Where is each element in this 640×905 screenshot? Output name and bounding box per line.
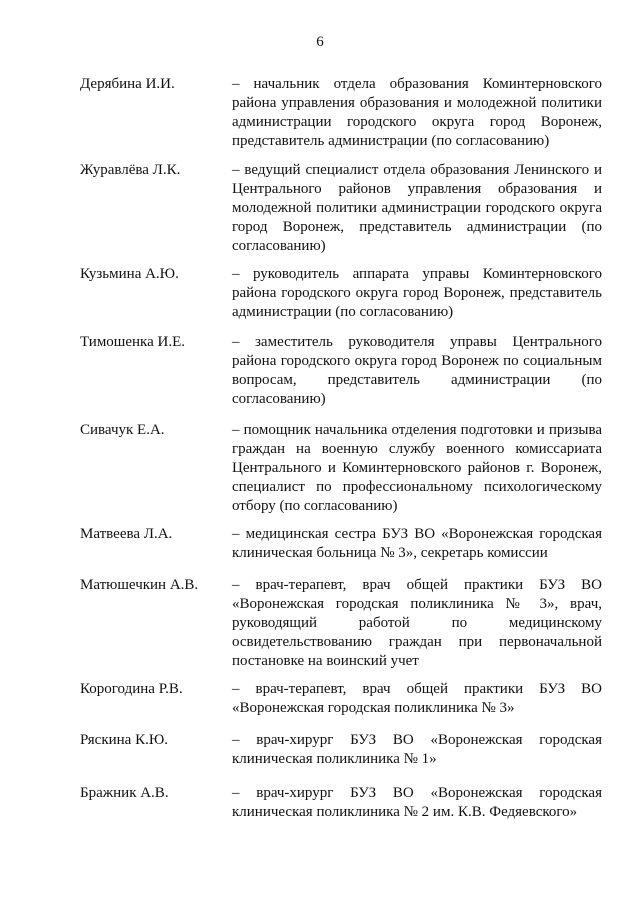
member-name: Матвеева Л.А. bbox=[80, 526, 173, 542]
member-name: Дерябина И.И. bbox=[80, 76, 175, 92]
member-name: Тимошенка И.Е. bbox=[80, 334, 186, 350]
member-description: – ведущий специалист отдела образования Ленинского и Центрального районов управления образования и молодежной политики администрации городского округа город Воронеж, представитель администрации (по согласованию) bbox=[232, 162, 602, 254]
member-name: Кузьмина А.Ю. bbox=[80, 266, 179, 282]
member-description: – врач-хирург БУЗ ВО «Воронежская городская клиническая поликлиника № 1» bbox=[232, 732, 602, 767]
member-name: Ряскина К.Ю. bbox=[80, 732, 169, 748]
member-description: – помощник начальника отделения подготовки и призыва граждан на военную службу военного комиссариата Центрального и Коминтерновского районов г. Воронеж, специалист по профессиональному психологическому отбору (по согласованию) bbox=[232, 422, 602, 514]
member-name: Сивачук Е.А. bbox=[80, 422, 165, 438]
member-description: – заместитель руководителя управы Центрального района городского округа город Воронеж по социальным вопросам, представитель администрации (по согласованию) bbox=[232, 334, 602, 407]
member-description: – врач-терапевт, врач общей практики БУЗ ВО «Воронежская городская поликлиника № 3» bbox=[232, 681, 602, 716]
member-description: – начальник отдела образования Коминтерновского района управления образования и молодежной политики администрации городского округа город Воронеж, представитель администрации (по согласованию) bbox=[232, 76, 602, 149]
member-description: – врач-терапевт, врач общей практики БУЗ ВО «Воронежская городская поликлиника № 3», врач, руководящий работой по медицинскому освидетельствованию граждан при первоначальной постановке на воинский учет bbox=[232, 577, 602, 669]
member-name: Корогодина Р.В. bbox=[80, 681, 183, 697]
page-number: 6 bbox=[316, 34, 324, 50]
member-name: Бражник А.В. bbox=[80, 785, 169, 801]
member-name: Журавлёва Л.К. bbox=[80, 162, 181, 178]
member-description: – врач-хирург БУЗ ВО «Воронежская городская клиническая поликлиника № 2 им. К.В. Федяевского» bbox=[232, 785, 602, 820]
member-description: – руководитель аппарата управы Коминтерновского района городского округа город Воронеж, представитель администрации (по согласованию) bbox=[232, 266, 602, 320]
member-description: – медицинская сестра БУЗ ВО «Воронежская городская клиническая больница № 3», секретарь комиссии bbox=[232, 526, 602, 561]
member-name: Матюшечкин А.В. bbox=[80, 577, 199, 593]
